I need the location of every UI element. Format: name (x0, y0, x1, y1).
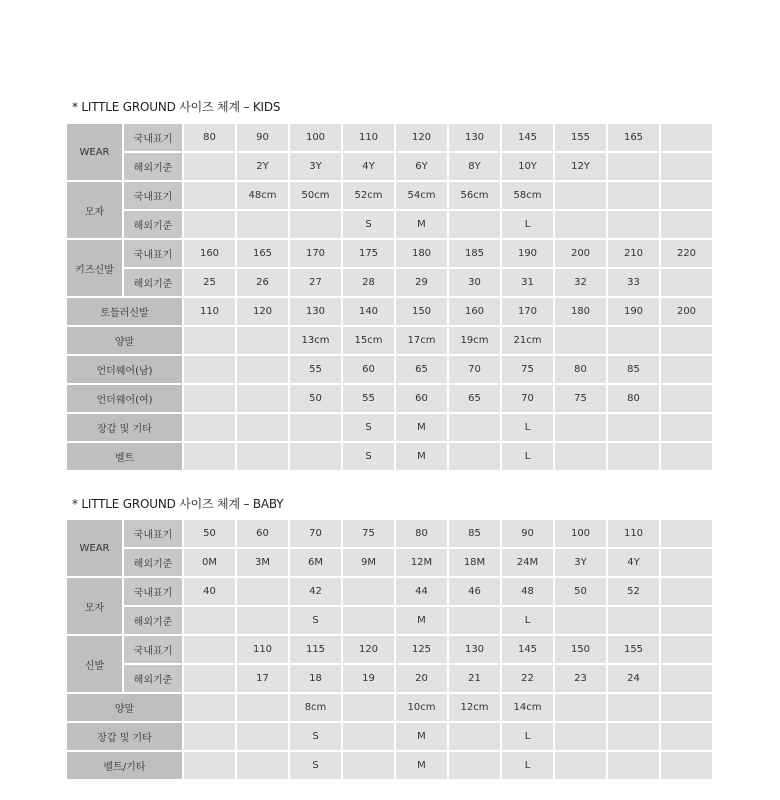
size-cell: 80 (608, 385, 661, 414)
size-cell: 130 (449, 124, 502, 153)
table-row (67, 723, 714, 752)
size-cell: 50 (290, 385, 343, 414)
category-label: 양말 (67, 327, 184, 356)
table-row (67, 182, 714, 211)
size-cell: 58cm (502, 182, 555, 211)
size-cell: 20 (396, 665, 449, 694)
size-cell: L (502, 211, 555, 240)
size-cell: 14cm (502, 694, 555, 723)
size-cell: 24M (502, 549, 555, 578)
category-label: 언더웨어(여) (67, 385, 184, 414)
size-cell: 85 (449, 520, 502, 549)
size-cell: 21 (449, 665, 502, 694)
size-cell (661, 723, 714, 752)
baby-section-title: * LITTLE GROUND 사이즈 체계 – BABY (72, 497, 284, 511)
size-cell: 165 (608, 124, 661, 153)
size-cell (237, 443, 290, 472)
size-cell (555, 414, 608, 443)
subcategory-label: 국내표기 (124, 578, 184, 607)
size-cell: 44 (396, 578, 449, 607)
size-cell: 80 (184, 124, 237, 153)
size-cell: 17cm (396, 327, 449, 356)
subcategory-label: 해외기준 (124, 607, 184, 636)
category-label: 언더웨어(남) (67, 356, 184, 385)
size-cell: 190 (608, 298, 661, 327)
size-cell: 12M (396, 549, 449, 578)
size-cell (290, 414, 343, 443)
table-row (67, 636, 714, 665)
size-cell: 15cm (343, 327, 396, 356)
size-cell (449, 752, 502, 781)
subcategory-label: 해외기준 (124, 269, 184, 298)
size-cell: 24 (608, 665, 661, 694)
size-cell: 60 (343, 356, 396, 385)
size-cell: M (396, 443, 449, 472)
size-cell (184, 385, 237, 414)
size-cell: 145 (502, 636, 555, 665)
size-cell: 50cm (290, 182, 343, 211)
size-cell: S (290, 723, 343, 752)
size-cell (184, 182, 237, 211)
size-cell: 52 (608, 578, 661, 607)
size-cell (184, 356, 237, 385)
size-cell: S (343, 443, 396, 472)
table-row (67, 240, 714, 269)
size-cell: 55 (343, 385, 396, 414)
size-cell: 21cm (502, 327, 555, 356)
size-cell (184, 414, 237, 443)
size-cell: 22 (502, 665, 555, 694)
size-cell: L (502, 723, 555, 752)
size-cell (661, 356, 714, 385)
size-cell: 12cm (449, 694, 502, 723)
size-cell (555, 211, 608, 240)
size-cell (290, 211, 343, 240)
size-cell: S (290, 607, 343, 636)
size-cell: 155 (555, 124, 608, 153)
size-cell: 23 (555, 665, 608, 694)
size-cell (608, 211, 661, 240)
size-cell: 110 (184, 298, 237, 327)
size-cell: 80 (396, 520, 449, 549)
size-cell: M (396, 752, 449, 781)
size-cell: 70 (290, 520, 343, 549)
size-cell (555, 607, 608, 636)
size-cell (661, 578, 714, 607)
size-cell: 150 (396, 298, 449, 327)
size-cell: 27 (290, 269, 343, 298)
size-cell: 90 (502, 520, 555, 549)
size-cell (661, 153, 714, 182)
size-cell: 120 (396, 124, 449, 153)
size-cell: 12Y (555, 153, 608, 182)
category-label: 장갑 및 기타 (67, 723, 184, 752)
size-cell: 150 (555, 636, 608, 665)
size-cell (184, 153, 237, 182)
size-cell (608, 443, 661, 472)
size-cell: 110 (237, 636, 290, 665)
size-cell: L (502, 607, 555, 636)
size-cell (661, 520, 714, 549)
table-row (67, 694, 714, 723)
size-cell (184, 752, 237, 781)
size-cell: 29 (396, 269, 449, 298)
size-cell: 2Y (237, 153, 290, 182)
size-cell: 125 (396, 636, 449, 665)
size-cell: 65 (396, 356, 449, 385)
table-row (67, 385, 714, 414)
size-cell: 170 (502, 298, 555, 327)
table-row (67, 211, 714, 240)
size-cell: 120 (343, 636, 396, 665)
size-cell: 175 (343, 240, 396, 269)
size-cell: 185 (449, 240, 502, 269)
subcategory-label: 국내표기 (124, 182, 184, 211)
size-cell (237, 327, 290, 356)
size-cell (343, 752, 396, 781)
size-cell: 130 (290, 298, 343, 327)
size-cell: 56cm (449, 182, 502, 211)
table-row (67, 124, 714, 153)
size-cell: 60 (396, 385, 449, 414)
size-cell: 160 (184, 240, 237, 269)
size-cell (608, 723, 661, 752)
category-label: WEAR (67, 520, 124, 578)
size-cell: 28 (343, 269, 396, 298)
size-cell (608, 182, 661, 211)
size-cell (661, 327, 714, 356)
subcategory-label: 해외기준 (124, 549, 184, 578)
size-cell (608, 153, 661, 182)
size-cell (661, 607, 714, 636)
size-cell (608, 752, 661, 781)
size-cell: 210 (608, 240, 661, 269)
size-cell: L (502, 752, 555, 781)
table-row (67, 269, 714, 298)
table-row (67, 578, 714, 607)
size-cell (661, 549, 714, 578)
size-cell: 52cm (343, 182, 396, 211)
table-row (67, 153, 714, 182)
size-cell: 190 (502, 240, 555, 269)
size-cell (237, 607, 290, 636)
size-cell: S (343, 211, 396, 240)
size-cell (555, 327, 608, 356)
table-row (67, 356, 714, 385)
size-cell (661, 665, 714, 694)
size-cell: 80 (555, 356, 608, 385)
size-cell: S (290, 752, 343, 781)
table-row (67, 665, 714, 694)
size-cell: 220 (661, 240, 714, 269)
size-cell (661, 182, 714, 211)
size-cell: 100 (290, 124, 343, 153)
size-cell (661, 211, 714, 240)
table-row (67, 752, 714, 781)
size-cell: 32 (555, 269, 608, 298)
size-cell (184, 607, 237, 636)
category-label: WEAR (67, 124, 124, 182)
size-cell: 90 (237, 124, 290, 153)
table-row (67, 549, 714, 578)
kids-section-title: * LITTLE GROUND 사이즈 체계 – KIDS (72, 100, 281, 114)
size-cell: L (502, 443, 555, 472)
size-cell (449, 723, 502, 752)
size-cell: 75 (343, 520, 396, 549)
size-cell: 31 (502, 269, 555, 298)
size-cell: 42 (290, 578, 343, 607)
category-label: 양말 (67, 694, 184, 723)
size-cell: 50 (184, 520, 237, 549)
size-cell (237, 752, 290, 781)
size-cell: 10Y (502, 153, 555, 182)
size-cell: 10cm (396, 694, 449, 723)
size-cell (661, 269, 714, 298)
category-label: 키즈신발 (67, 240, 124, 298)
size-cell: 6Y (396, 153, 449, 182)
size-cell: 115 (290, 636, 343, 665)
size-cell: 110 (608, 520, 661, 549)
size-cell: 50 (555, 578, 608, 607)
size-cell (290, 443, 343, 472)
size-cell: M (396, 607, 449, 636)
size-cell: 110 (343, 124, 396, 153)
size-cell (237, 694, 290, 723)
size-cell: 9M (343, 549, 396, 578)
subcategory-label: 국내표기 (124, 124, 184, 153)
table-row (67, 414, 714, 443)
size-cell (237, 578, 290, 607)
size-cell: 55 (290, 356, 343, 385)
size-cell (184, 694, 237, 723)
size-cell: 8Y (449, 153, 502, 182)
size-cell (343, 694, 396, 723)
size-cell (608, 607, 661, 636)
size-cell: 46 (449, 578, 502, 607)
size-cell: 8cm (290, 694, 343, 723)
size-cell: 70 (502, 385, 555, 414)
size-cell: 180 (396, 240, 449, 269)
size-cell: S (343, 414, 396, 443)
size-cell (184, 636, 237, 665)
kids-size-table (67, 124, 714, 472)
size-cell (555, 443, 608, 472)
size-cell: 140 (343, 298, 396, 327)
category-label: 토들러신발 (67, 298, 184, 327)
size-cell (608, 694, 661, 723)
size-cell: 3Y (290, 153, 343, 182)
size-cell (661, 694, 714, 723)
subcategory-label: 국내표기 (124, 636, 184, 665)
size-cell: M (396, 211, 449, 240)
size-cell (661, 385, 714, 414)
size-cell: 200 (661, 298, 714, 327)
table-row (67, 443, 714, 472)
size-cell: 170 (290, 240, 343, 269)
subcategory-label: 국내표기 (124, 240, 184, 269)
size-cell: M (396, 414, 449, 443)
baby-size-table (67, 520, 714, 781)
size-cell (343, 578, 396, 607)
size-cell: 70 (449, 356, 502, 385)
size-cell: 18 (290, 665, 343, 694)
size-cell: 200 (555, 240, 608, 269)
size-cell: 17 (237, 665, 290, 694)
size-cell: L (502, 414, 555, 443)
size-cell (343, 607, 396, 636)
size-cell (608, 327, 661, 356)
table-row (67, 607, 714, 636)
size-cell: M (396, 723, 449, 752)
size-cell (449, 414, 502, 443)
size-cell: 3M (237, 549, 290, 578)
size-cell (184, 443, 237, 472)
size-cell (449, 211, 502, 240)
size-cell (343, 723, 396, 752)
size-cell (237, 356, 290, 385)
size-cell (661, 124, 714, 153)
size-cell (608, 414, 661, 443)
size-cell: 60 (237, 520, 290, 549)
size-cell: 85 (608, 356, 661, 385)
category-label: 벨트/기타 (67, 752, 184, 781)
size-cell: 48 (502, 578, 555, 607)
size-cell (184, 327, 237, 356)
size-cell: 65 (449, 385, 502, 414)
size-cell: 100 (555, 520, 608, 549)
size-cell (237, 723, 290, 752)
size-cell: 155 (608, 636, 661, 665)
size-cell (449, 443, 502, 472)
size-cell: 25 (184, 269, 237, 298)
size-cell: 120 (237, 298, 290, 327)
size-cell (449, 607, 502, 636)
subcategory-label: 국내표기 (124, 520, 184, 549)
size-cell: 160 (449, 298, 502, 327)
size-cell: 0M (184, 549, 237, 578)
size-cell: 130 (449, 636, 502, 665)
size-cell (237, 414, 290, 443)
size-cell (184, 211, 237, 240)
category-label: 장갑 및 기타 (67, 414, 184, 443)
size-cell (555, 694, 608, 723)
size-cell (184, 723, 237, 752)
size-cell (555, 723, 608, 752)
category-label: 벨트 (67, 443, 184, 472)
size-cell (661, 414, 714, 443)
size-cell: 4Y (608, 549, 661, 578)
size-cell: 145 (502, 124, 555, 153)
size-cell (661, 443, 714, 472)
subcategory-label: 해외기준 (124, 665, 184, 694)
subcategory-label: 해외기준 (124, 211, 184, 240)
size-cell: 40 (184, 578, 237, 607)
size-cell: 30 (449, 269, 502, 298)
subcategory-label: 해외기준 (124, 153, 184, 182)
table-row (67, 327, 714, 356)
size-cell: 19 (343, 665, 396, 694)
size-cell (555, 182, 608, 211)
size-cell (237, 385, 290, 414)
size-cell: 75 (502, 356, 555, 385)
size-cell: 48cm (237, 182, 290, 211)
size-cell (661, 752, 714, 781)
size-cell: 19cm (449, 327, 502, 356)
size-cell: 18M (449, 549, 502, 578)
size-cell (661, 636, 714, 665)
size-cell: 4Y (343, 153, 396, 182)
size-cell: 3Y (555, 549, 608, 578)
size-cell: 6M (290, 549, 343, 578)
table-row (67, 520, 714, 549)
table-row (67, 298, 714, 327)
category-label: 모자 (67, 182, 124, 240)
size-cell (237, 211, 290, 240)
size-cell: 13cm (290, 327, 343, 356)
size-cell: 26 (237, 269, 290, 298)
size-cell: 33 (608, 269, 661, 298)
size-cell (184, 665, 237, 694)
category-label: 모자 (67, 578, 124, 636)
size-cell: 180 (555, 298, 608, 327)
category-label: 신발 (67, 636, 124, 694)
size-cell: 54cm (396, 182, 449, 211)
size-cell: 165 (237, 240, 290, 269)
size-cell (555, 752, 608, 781)
size-cell: 75 (555, 385, 608, 414)
